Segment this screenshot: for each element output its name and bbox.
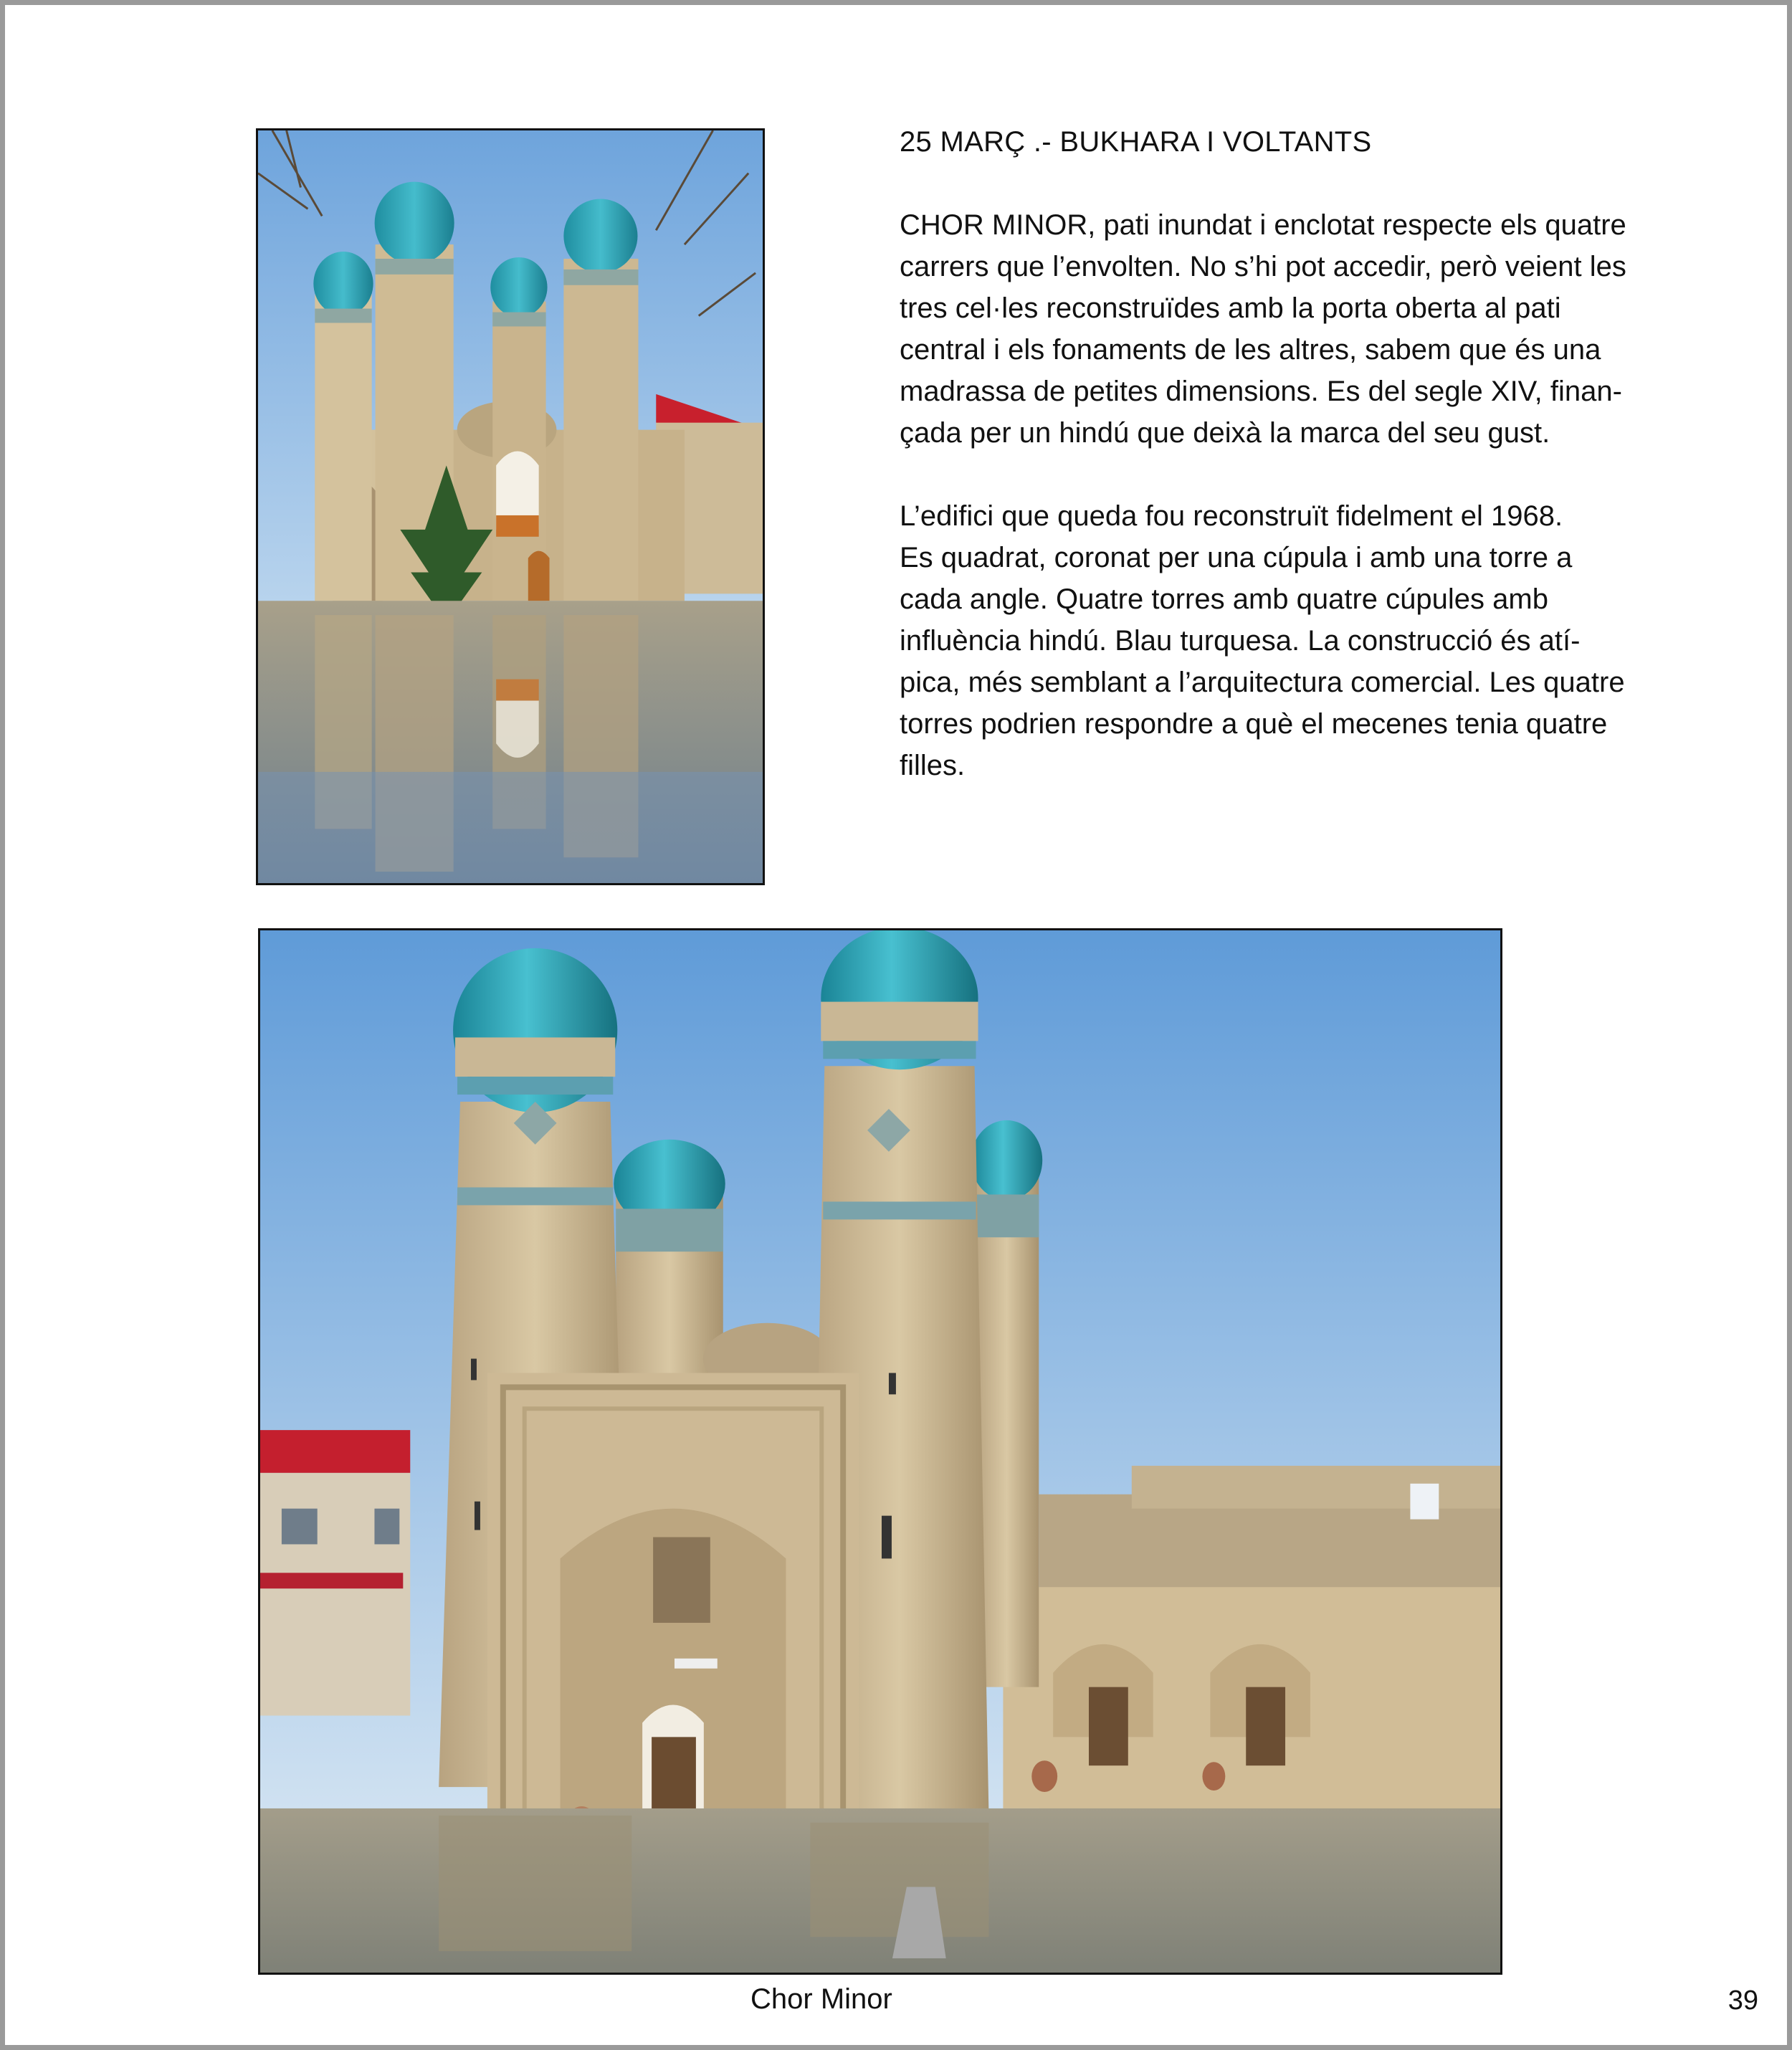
paragraph-line: Es quadrat, coronat per una cúpula i amb una torre a <box>900 542 1573 573</box>
photo-top-illustration <box>258 130 763 883</box>
article-text <box>900 121 1710 828</box>
page-number: 39 <box>1727 1985 1758 2016</box>
paragraph-chor-minor-intro <box>900 204 1710 454</box>
paragraph-line: central i els fonaments de les altres, sabem que és una <box>900 334 1601 366</box>
paragraph-line: torres podrien respondre a què el mecenes tenia quatre <box>900 708 1608 740</box>
paragraph-line: carrers que l’envolten. No s’hi pot accedir, però veient les <box>900 251 1626 282</box>
paragraph-line: filles. <box>900 750 966 781</box>
photo-caption: Chor Minor <box>750 1983 892 2015</box>
paragraph-line: influència hindú. Blau turquesa. La construcció és atí- <box>900 625 1581 657</box>
paragraph-line: madrassa de petites dimensions. Es del segle XIV, finan- <box>900 376 1622 407</box>
paragraph-line: CHOR MINOR, pati inundat i enclotat respecte els quatre <box>900 209 1626 241</box>
paragraph-line: çada per un hindú que deixà la marca del seu gust. <box>900 417 1550 449</box>
paragraph-line: tres cel·les reconstruïdes amb la porta oberta al pati <box>900 292 1561 324</box>
page-heading: 25 MARÇ .- BUKHARA I VOLTANTS <box>900 126 1372 158</box>
paragraph-line: L’edifici que queda fou reconstruït fidelment el 1968. <box>900 500 1563 532</box>
paragraph-line: cada angle. Quatre torres amb quatre cúpules amb <box>900 583 1548 615</box>
paragraph-line: pica, més semblant a l’arquitectura comercial. Les quatre <box>900 667 1625 698</box>
paragraph-building-description <box>900 495 1710 786</box>
chor-minor-reflection-photo <box>256 128 765 885</box>
chor-minor-front-photo <box>258 928 1502 1975</box>
photo-bottom-illustration <box>260 930 1500 1973</box>
